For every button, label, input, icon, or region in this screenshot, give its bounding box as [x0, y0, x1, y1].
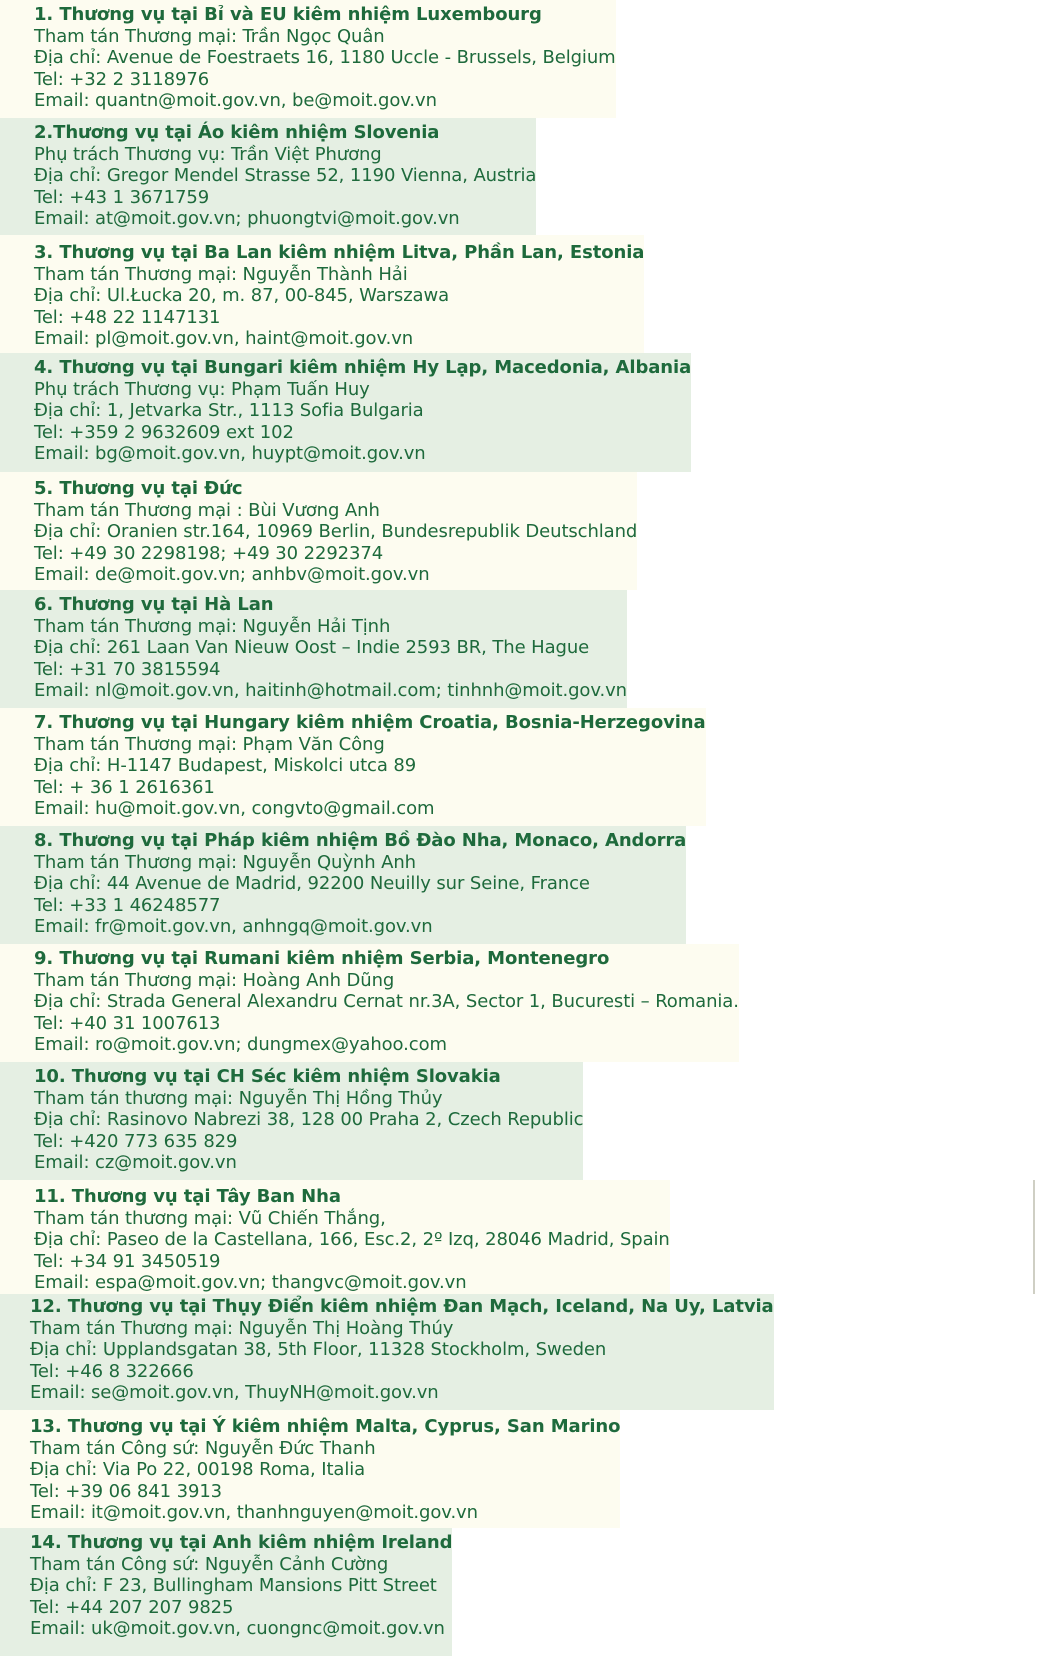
office-title: 5. Thương vụ tại Đức	[34, 478, 243, 499]
office-email: Email: hu@moit.gov.vn, congvto@gmail.com	[34, 798, 435, 820]
office-contact: Tham tán Công sứ: Nguyễn Cảnh Cường	[30, 1553, 389, 1575]
office-email: Email: fr@moit.gov.vn, anhngq@moit.gov.vn	[34, 916, 433, 938]
office-entry-3	[0, 235, 644, 353]
office-contact: Phụ trách Thương vụ: Phạm Tuấn Huy	[34, 378, 370, 400]
office-tel: Tel: +44 207 207 9825	[30, 1596, 234, 1618]
office-contact: Tham tán Thương mại: Hoàng Anh Dũng	[34, 969, 395, 991]
office-address: Địa chỉ: Ul.Łucka 20, m. 87, 00-845, Warszawa	[34, 285, 450, 307]
office-contact: Tham tán Thương mại: Nguyễn Thị Hoàng Thúy	[30, 1317, 454, 1339]
office-email: Email: it@moit.gov.vn, thanhnguyen@moit.gov.vn	[30, 1502, 478, 1524]
office-entry-14	[0, 1528, 452, 1656]
office-entry-12	[0, 1294, 774, 1410]
office-address: Địa chỉ: H-1147 Budapest, Miskolci utca 89	[34, 755, 417, 777]
office-tel: Tel: +359 2 9632609 ext 102	[34, 421, 294, 443]
office-email: Email: at@moit.gov.vn; phuongtvi@moit.gov.vn	[34, 208, 460, 230]
office-title: 4. Thương vụ tại Bungari kiêm nhiệm Hy Lạp, Macedonia, Albania	[34, 357, 692, 378]
office-title: 13. Thương vụ tại Ý kiêm nhiệm Malta, Cyprus, San Marino	[30, 1416, 621, 1437]
office-email: Email: bg@moit.gov.vn, huypt@moit.gov.vn	[34, 443, 426, 465]
office-address: Địa chỉ: Strada General Alexandru Cernat nr.3A, Sector 1, Bucuresti – Romania.	[34, 991, 739, 1013]
office-contact: Tham tán Thương mại: Nguyễn Hải Tịnh	[34, 615, 391, 637]
office-entry-2	[0, 118, 536, 235]
office-contact: Tham tán Thương mại: Phạm Văn Công	[34, 733, 385, 755]
office-contact: Tham tán Thương mại : Bùi Vương Anh	[34, 499, 380, 521]
office-address: Địa chỉ: Gregor Mendel Strasse 52, 1190 Vienna, Austria	[34, 165, 537, 187]
office-tel: Tel: +34 91 3450519	[34, 1250, 221, 1272]
office-contact: Tham tán Công sứ: Nguyễn Đức Thanh	[30, 1437, 376, 1459]
office-entry-1	[0, 0, 616, 118]
office-address: Địa chỉ: 1, Jetvarka Str., 1113 Sofia Bulgaria	[34, 400, 424, 422]
office-title: 10. Thương vụ tại CH Séc kiêm nhiệm Slovakia	[34, 1066, 501, 1087]
office-address: Địa chỉ: Via Po 22, 00198 Roma, Italia	[30, 1459, 366, 1481]
office-title: 1. Thương vụ tại Bỉ và EU kiêm nhiệm Luxembourg	[34, 4, 542, 25]
office-tel: Tel: +39 06 841 3913	[30, 1480, 223, 1502]
office-contact: Tham tán thương mại: Vũ Chiến Thắng,	[34, 1207, 386, 1229]
office-contact: Tham tán Thương mại: Trần Ngọc Quân	[34, 25, 385, 47]
office-email: Email: cz@moit.gov.vn	[34, 1152, 237, 1174]
office-tel: Tel: +43 1 3671759	[34, 186, 210, 208]
office-tel: Tel: +48 22 1147131	[34, 306, 221, 328]
office-entry-7	[0, 708, 706, 826]
office-tel: Tel: +32 2 3118976	[34, 68, 210, 90]
office-title: 3. Thương vụ tại Ba Lan kiêm nhiệm Litva, Phần Lan, Estonia	[34, 242, 645, 263]
office-contact: Tham tán thương mại: Nguyễn Thị Hồng Thủy	[34, 1087, 443, 1109]
office-contact: Tham tán Thương mại: Nguyễn Thành Hải	[34, 263, 408, 285]
office-email: Email: nl@moit.gov.vn, haitinh@hotmail.com; tinhnh@moit.gov.vn	[34, 680, 627, 702]
office-address: Địa chỉ: Avenue de Foestraets 16, 1180 Uccle - Brussels, Belgium	[34, 47, 616, 69]
office-tel: Tel: + 36 1 2616361	[34, 776, 215, 798]
office-title: 12. Thương vụ tại Thụy Điển kiêm nhiệm Đan Mạch, Iceland, Na Uy, Latvia	[30, 1296, 774, 1317]
office-email: Email: espa@moit.gov.vn; thangvc@moit.gov.vn	[34, 1272, 467, 1294]
office-address: Địa chỉ: Rasinovo Nabrezi 38, 128 00 Praha 2, Czech Republic	[34, 1109, 584, 1131]
office-tel: Tel: +40 31 1007613	[34, 1012, 221, 1034]
office-title: 8. Thương vụ tại Pháp kiêm nhiệm Bồ Đào Nha, Monaco, Andorra	[34, 830, 687, 851]
office-email: Email: uk@moit.gov.vn, cuongnc@moit.gov.vn	[30, 1618, 445, 1640]
office-entry-8	[0, 826, 686, 944]
office-entry-6	[0, 590, 627, 708]
office-entry-4	[0, 353, 691, 472]
office-address: Địa chỉ: 44 Avenue de Madrid, 92200 Neuilly sur Seine, France	[34, 873, 590, 895]
office-email: Email: de@moit.gov.vn; anhbv@moit.gov.vn	[34, 564, 430, 586]
office-title: 2.Thương vụ tại Áo kiêm nhiệm Slovenia	[34, 122, 440, 143]
office-entry-5	[0, 472, 637, 590]
office-tel: Tel: +33 1 46248577	[34, 894, 221, 916]
office-entry-11	[0, 1180, 670, 1294]
office-tel: Tel: +49 30 2298198; +49 30 2292374	[34, 542, 384, 564]
office-address: Địa chỉ: Paseo de la Castellana, 166, Esc.2, 2º Izq, 28046 Madrid, Spain	[34, 1229, 670, 1251]
office-contact: Tham tán Thương mại: Nguyễn Quỳnh Anh	[34, 851, 416, 873]
office-tel: Tel: +31 70 3815594	[34, 658, 221, 680]
office-title: 6. Thương vụ tại Hà Lan	[34, 594, 274, 615]
office-address: Địa chỉ: Oranien str.164, 10969 Berlin, Bundesrepublik Deutschland	[34, 521, 638, 543]
office-tel: Tel: +420 773 635 829	[34, 1130, 238, 1152]
office-entry-10	[0, 1062, 583, 1180]
office-address: Địa chỉ: Upplandsgatan 38, 5th Floor, 11328 Stockholm, Sweden	[30, 1339, 607, 1361]
office-title: 9. Thương vụ tại Rumani kiêm nhiệm Serbia, Montenegro	[34, 948, 610, 969]
office-email: Email: pl@moit.gov.vn, haint@moit.gov.vn	[34, 328, 414, 350]
office-email: Email: se@moit.gov.vn, ThuyNH@moit.gov.vn	[30, 1382, 439, 1404]
office-title: 7. Thương vụ tại Hungary kiêm nhiệm Croatia, Bosnia-Herzegovina	[34, 712, 706, 733]
office-address: Địa chỉ: 261 Laan Van Nieuw Oost – Indie 2593 BR, The Hague	[34, 637, 590, 659]
office-title: 14. Thương vụ tại Anh kiêm nhiệm Ireland	[30, 1532, 453, 1553]
office-address: Địa chỉ: F 23, Bullingham Mansions Pitt Street	[30, 1575, 437, 1597]
office-entry-9	[0, 944, 739, 1062]
office-email: Email: quantn@moit.gov.vn, be@moit.gov.vn	[34, 90, 437, 112]
right-edge-divider	[1033, 1180, 1035, 1294]
office-email: Email: ro@moit.gov.vn; dungmex@yahoo.com	[34, 1034, 447, 1056]
office-contact: Phụ trách Thương vụ: Trần Việt Phương	[34, 143, 382, 165]
office-entry-13	[0, 1410, 620, 1528]
office-tel: Tel: +46 8 322666	[30, 1360, 194, 1382]
office-title: 11. Thương vụ tại Tây Ban Nha	[34, 1186, 341, 1207]
